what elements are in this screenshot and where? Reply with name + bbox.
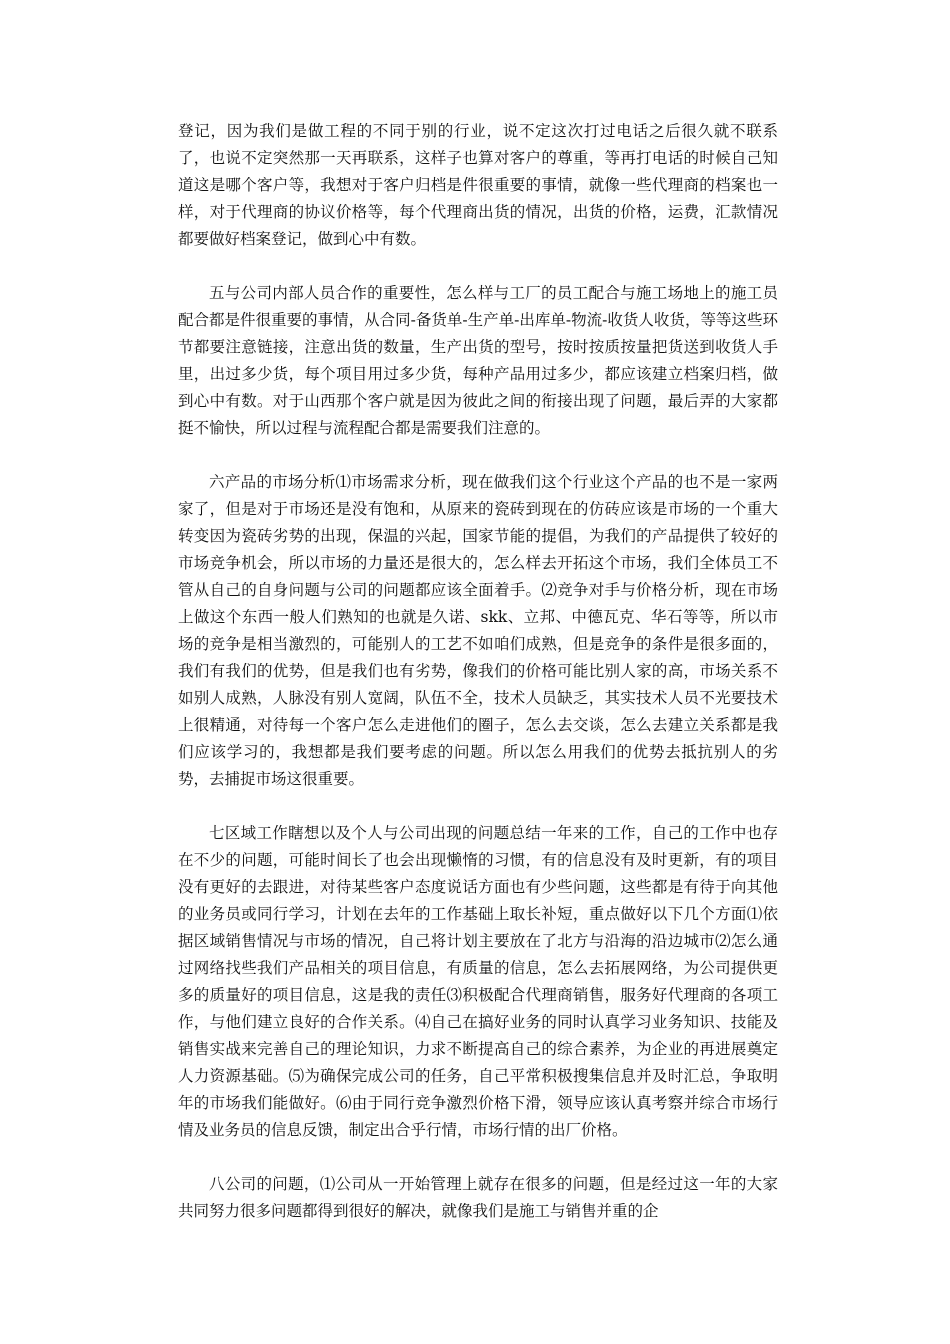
paragraph-company-problems: 八公司的问题，⑴公司从一开始管理上就存在很多的问题，但是经过这一年的大家共同努力很多问题都得到很好的解决，就像我们是施工与销售并重的企 [178, 1175, 778, 1220]
paragraph-archive-registration: 登记，因为我们是做工程的不同于别的行业，说不定这次打过电话之后很久就不联系了，也说不定突然那一天再联系，这样子也算对客户的尊重，等再打电话的时候自己知道这是哪个客户等，我想对于客户归档是件很重要的事情，就像一些代理商的档案也一样，对于代理商的协议价格等，每个代理商出货的情况，出货的价格，运费，汇款情况都要做好档案登记，做到心中有数。 [178, 122, 778, 248]
document-page [178, 118, 778, 1252]
paragraph-internal-cooperation: 五与公司内部人员合作的重要性，怎么样与工厂的员工配合与施工场地上的施工员配合都是件很重要的事情，从合同-备货单-生产单-出库单-物流-收货人收货，等等这些环节都要注意链接，注意出货的数量，生产出货的型号，按时按质按量把货送到收货人手里，出过多少货，每个项目用过多少货，每种产品用过多少，都应该建立档案归档，做到心中有数。对于山西那个客户就是因为彼此之间的衔接出现了问题，最后弄的大家都挺不愉快，所以过程与流程配合都是需要我们注意的。 [178, 284, 778, 437]
paragraph-market-analysis: 六产品的市场分析⑴市场需求分析，现在做我们这个行业这个产品的也不是一家两家了，但是对于市场还是没有饱和，从原来的瓷砖到现在的仿砖应该是市场的一个重大转变因为瓷砖劣势的出现，保温的兴起，国家节能的提倡，为我们的产品提供了较好的市场竞争机会，所以市场的力量还是很大的，怎么样去开拓这个市场，我们全体员工不管从自己的自身问题与公司的问题都应该全面着手。⑵竞争对手与价格分析，现在市场上做这个东西一般人们熟知的也就是久诺、skk、立邦、中德瓦克、华石等等，所以市场的竞争是相当激烈的，可能别人的工艺不如咱们成熟，但是竞争的条件是很多面的，我们有我们的优势，但是我们也有劣势，像我们的价格可能比别人家的高，市场关系不如别人成熟，人脉没有别人宽阔，队伍不全，技术人员缺乏，其实技术人员不光要技术上很精通，对待每一个客户怎么走进他们的圈子，怎么去交谈，怎么去建立关系都是我们应该学习的，我想都是我们要考虑的问题。所以怎么用我们的优势去抵抗别人的劣势，去捕捉市场这很重要。 [178, 473, 778, 788]
paragraph-regional-work: 七区域工作瞎想以及个人与公司出现的问题总结一年来的工作，自己的工作中也存在不少的问题，可能时间长了也会出现懒惰的习惯，有的信息没有及时更新，有的项目没有更好的去跟进，对待某些客户态度说话方面也有少些问题，这些都是有待于向其他的业务员或同行学习，计划在去年的工作基础上取长补短，重点做好以下几个方面⑴依据区域销售情况与市场的情况，自己将计划主要放在了北方与沿海的沿边城市⑵怎么通过网络找些我们产品相关的项目信息，有质量的信息，怎么去拓展网络，为公司提供更多的质量好的项目信息，这是我的责任⑶积极配合代理商销售，服务好代理商的各项工作，与他们建立良好的合作关系。⑷自己在搞好业务的同时认真学习业务知识、技能及销售实战来完善自己的理论知识，力求不断提高自己的综合素养，为企业的再进展奠定人力资源基础。⑸为确保完成公司的任务，自己平常积极搜集信息并及时汇总，争取明年的市场我们能做好。⑹由于同行竞争激烈价格下滑，领导应该认真考察并综合市场行情及业务员的信息反馈，制定出合乎行情，市场行情的出厂价格。 [178, 824, 778, 1139]
